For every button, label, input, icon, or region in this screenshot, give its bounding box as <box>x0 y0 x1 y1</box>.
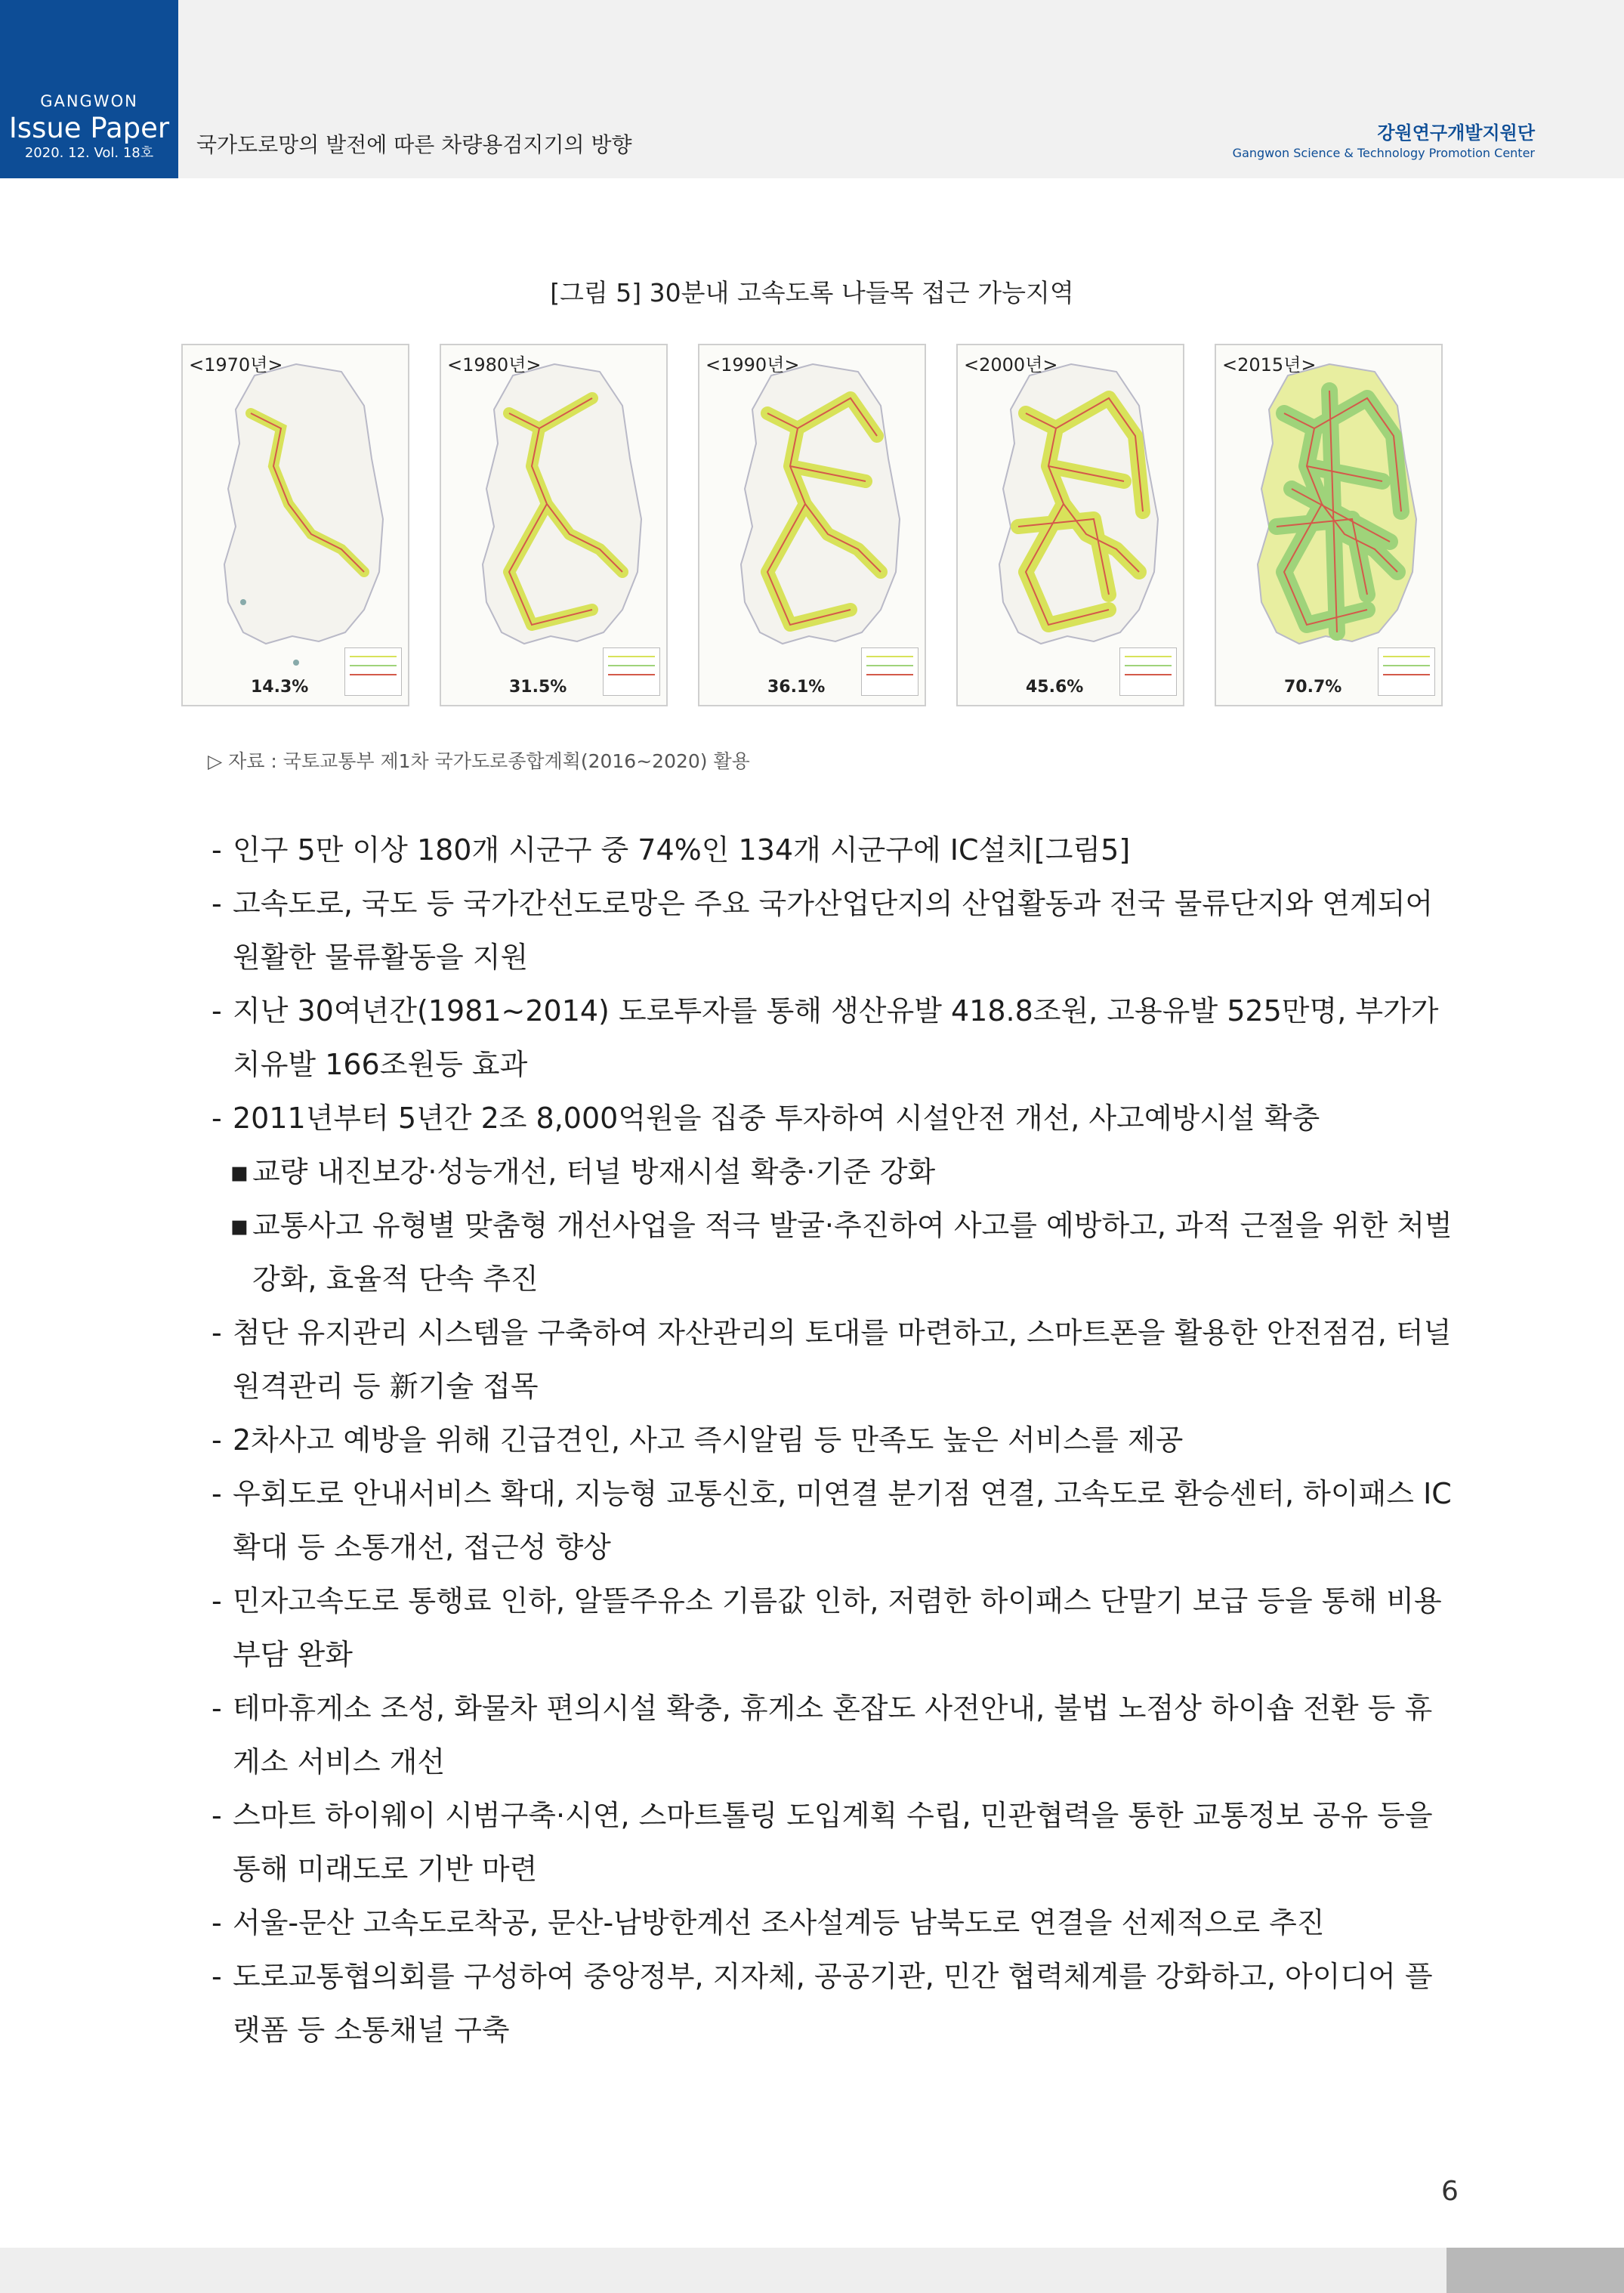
map-panel <box>956 344 1184 706</box>
map-year-label: <1980년> <box>447 354 542 375</box>
sub-list-item: ▪ 교통사고 유형별 맞춤형 개선사업을 적극 발굴·추진하여 사고를 예방하고, 과적 근절을 위한 처벌강화, 효율적 단속 추진 <box>211 1199 1458 1306</box>
list-item: - 고속도로, 국도 등 국가간선도로망은 주요 국가산업단지의 산업활동과 전국 물류단지와 연계되어 원활한 물류활동을 지원 <box>211 877 1458 984</box>
list-item: - 도로교통협의회를 구성하여 중앙정부, 지자체, 공공기관, 민간 협력체계를 강화하고, 아이디어 플랫폼 등 소통채널 구축 <box>211 1950 1458 2057</box>
page-header <box>0 0 1624 178</box>
list-item: - 스마트 하이웨이 시범구축·시연, 스마트톨링 도입계획 수립, 민관협력을 통한 교통정보 공유 등을 통해 미래도로 기반 마련 <box>211 1789 1458 1896</box>
map-coverage-percent: 31.5% <box>509 678 567 697</box>
map-year-label: <1990년> <box>705 354 800 375</box>
map-legend <box>603 647 660 696</box>
footer-bar <box>0 2248 1446 2293</box>
brand-name: GANGWON <box>40 92 138 110</box>
list-item: - 첨단 유지관리 시스템을 구축하여 자산관리의 토대를 마련하고, 스마트폰을 활용한 안전점검, 터널 원격관리 등 新기술 접목 <box>211 1306 1458 1414</box>
map-coverage-percent: 70.7% <box>1284 678 1342 697</box>
map-coverage-percent: 45.6% <box>1026 678 1084 697</box>
org-name-ko: 강원연구개발지원단 <box>1377 122 1535 144</box>
map-year-label: <1970년> <box>189 354 283 375</box>
map-legend <box>1378 647 1435 696</box>
map-panel <box>440 344 668 706</box>
page-number: 6 <box>1441 2176 1459 2207</box>
org-name-en: Gangwon Science & Technology Promotion Center <box>1232 146 1535 160</box>
sub-list-item: ▪ 교량 내진보강·성능개선, 터널 방재시설 확충·기준 강화 <box>211 1145 1458 1199</box>
list-item: - 지난 30여년간(1981~2014) 도로투자를 통해 생산유발 418.8조원, 고용유발 525만명, 부가가치유발 166조원등 효과 <box>211 984 1458 1092</box>
footer-tab <box>1446 2248 1624 2293</box>
figure-caption: [그림 5] 30분내 고속도록 나들목 접근 가능지역 <box>550 278 1074 307</box>
map-panel <box>698 344 926 706</box>
map-year-label: <2015년> <box>1222 354 1317 375</box>
list-item: - 서울-문산 고속도로착공, 문산-남방한계선 조사설계등 남북도로 연결을 선제적으로 추진 <box>211 1896 1458 1950</box>
map-coverage-percent: 14.3% <box>251 678 309 697</box>
brand-logo <box>0 0 178 178</box>
list-item: - 민자고속도로 통행료 인하, 알뜰주유소 기름값 인하, 저렴한 하이패스 단말기 보급 등을 통해 비용부담 완화 <box>211 1575 1458 1682</box>
map-legend <box>344 647 402 696</box>
list-item: - 인구 5만 이상 180개 시군구 중 74%인 134개 시군구에 IC설치[그림5] <box>211 824 1458 877</box>
map-legend <box>861 647 919 696</box>
map-year-label: <2000년> <box>964 354 1058 375</box>
map-legend <box>1119 647 1177 696</box>
brand-volume: 2020. 12. Vol. 18호 <box>24 145 154 161</box>
figure-source-note: ▷ 자료 : 국토교통부 제1차 국가도로종합계획(2016~2020) 활용 <box>208 750 750 772</box>
list-item: - 2011년부터 5년간 2조 8,000억원을 집중 투자하여 시설안전 개선, 사고예방시설 확충 <box>211 1092 1458 1145</box>
body-text <box>211 824 1458 2057</box>
brand-title: Issue Paper <box>8 112 170 144</box>
map-panel <box>1215 344 1443 706</box>
list-item: - 2차사고 예방을 위해 긴급견인, 사고 즉시알림 등 만족도 높은 서비스를 제공 <box>211 1414 1458 1467</box>
map-coverage-percent: 36.1% <box>767 678 826 697</box>
list-item: - 테마휴게소 조성, 화물차 편의시설 확충, 휴게소 혼잡도 사전안내, 불법 노점상 하이숍 전환 등 휴게소 서비스 개선 <box>211 1682 1458 1789</box>
header-title: 국가도로망의 발전에 따른 차량용검지기의 방향 <box>196 132 632 157</box>
accessibility-maps <box>181 344 1443 706</box>
map-panel <box>181 344 409 706</box>
list-item: - 우회도로 안내서비스 확대, 지능형 교통신호, 미연결 분기점 연결, 고속도로 환승센터, 하이패스 IC 확대 등 소통개선, 접근성 향상 <box>211 1467 1458 1575</box>
